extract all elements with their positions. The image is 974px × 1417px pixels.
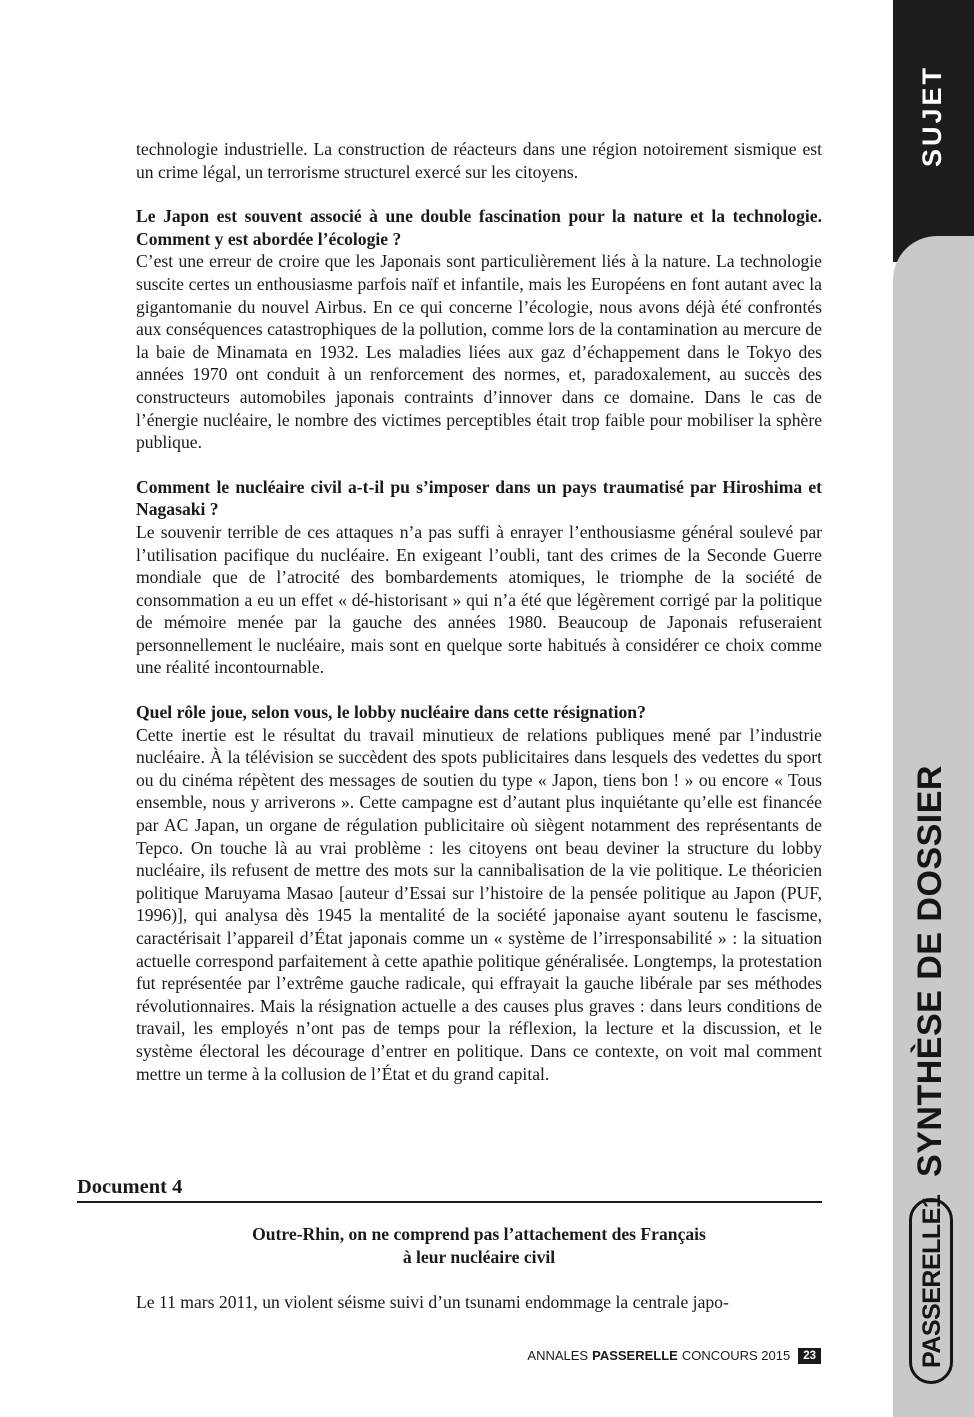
page-number: 23 (798, 1348, 821, 1364)
question-3: Quel rôle joue, selon vous, le lobby nucléaire dans cette résignation? (136, 702, 646, 723)
sidebar-section-label: SYNTHÈSE DE DOSSIER (911, 765, 949, 1177)
page-footer (527, 1346, 821, 1366)
answer-3: Cette inertie est le résultat du travail minutieux de relations publiques mené par l’industrie nucléaire. À la télévision se succèdent des spots publicitaires dans lesquels des vedettes du sport ou du cinéma répètent des messages de soutien du type « Japon, tiens bon ! » ou encore « Tous ensemble, nous y arriverons ». Cette campagne est d’autant plus inquiétante qu’elle est financée par AC Japan, un organe de régulation publicitaire où siègent notamment des représentants de Tepco. On touche là au vrai problème : les citoyens ont beau deviner la structure du lobby nucléaire, ils refusent de mettre des mots sur la cannibalisation de la vie politique. Le théoricien politique Maruyama Masao [auteur d’Essai sur l’histoire de la pensée politique au Japon (PUF, 1996)], qui analysa dès 1945 la mentalité de la société japonaise ayant soutenu le fascisme, caractérisait l’appareil d’État japonais comme un « système de l’irresponsabilité » : la situation actuelle correspond parfaitement à cette apathie politique généralisée. Longtemps, la protestation fut représentée par l’extrême gauche radicale, qui effrayait la gauche libérale par ses méthodes révolutionnaires. Mais la résignation actuelle a des causes plus graves : dans leurs conditions de travail, les employés n’ont pas de temps pour la réflexion, la lecture et la discussion, et le système électoral les décourage d’entrer en politique. Dans ce contexte, on voit mal comment mettre un terme à la collusion de l’État et du grand capital. (136, 724, 822, 1084)
document-title-line-2: à leur nucléaire civil (402, 1246, 556, 1267)
article-body (136, 138, 822, 1085)
passerelle-logo-text: PASSERELLE1 (918, 1194, 946, 1368)
answer-1: C’est une erreur de croire que les Japonais sont particulièrement liés à la nature. La technologie suscite certes un enthousiasme parfois naïf et infantile, mais les Européens en font autant avec la gigantomanie du nouvel Airbus. En ce qui concerne l’écologie, nous avons déjà été confrontés aux conséquences catastrophiques de la pollution, comme lors de la contamination au mercure de la baie de Minamata en 1932. Les maladies liées aux gaz d’échappement dans le Tokyo des années 1970 ont conduit à un renforcement des normes, et, paradoxalement, au succès des constructeurs automobiles japonais contraints d’innover dans ce domaine. Dans le cas de l’énergie nucléaire, le nombre des victimes perceptibles était trop faible pour mobiliser la sphère publique. (136, 251, 822, 453)
document-heading: Document 4 (77, 1174, 822, 1203)
answer-2: Le souvenir terrible de ces attaques n’a pas suffi à enrayer l’enthousiasme général soulevé par l’utilisation pacifique du nucléaire. En exigeant l’oubli, tant des crimes de la Seconde Guerre mondiale que de l’atrocité des bombardements atomiques, le triomphe de la société de consommation a eu un effet « dé-historisant » qui n’a été que légèrement corrigé par la politique de mémoire menée par la gauche des années 1980. Beaucoup de Japonais refuseraient personnellement le nucléaire, mais sont en quelque sorte habitués à considérer ce choix comme une réalité incontournable. (136, 521, 822, 678)
footer-brand: PASSERELLE (592, 1348, 678, 1363)
document-intro: Le 11 mars 2011, un violent séisme suivi d’un tsunami endommage la centrale japo- (136, 1292, 729, 1312)
document-title (136, 1223, 822, 1268)
footer-suffix: CONCOURS 2015 (681, 1348, 791, 1363)
sidebar-sujet-label: SUJET (917, 64, 947, 167)
question-1: Le Japon est souvent associé à une double fascination pour la nature et la technologie. Comment y est abordée l’écologie ? (136, 206, 822, 249)
question-2: Comment le nucléaire civil a-t-il pu s’imposer dans un pays traumatisé par Hiroshima et Nagasaki ? (136, 476, 822, 520)
footer-prefix: ANNALES (527, 1348, 589, 1363)
document-title-line-1: Outre-Rhin, on ne comprend pas l’attachement des Français (252, 1224, 706, 1244)
intro-paragraph: technologie industrielle. La construction de réacteurs dans une région notoirement sismique est un crime légal, un terrorisme structurel exercé sur les citoyens. (136, 139, 822, 182)
